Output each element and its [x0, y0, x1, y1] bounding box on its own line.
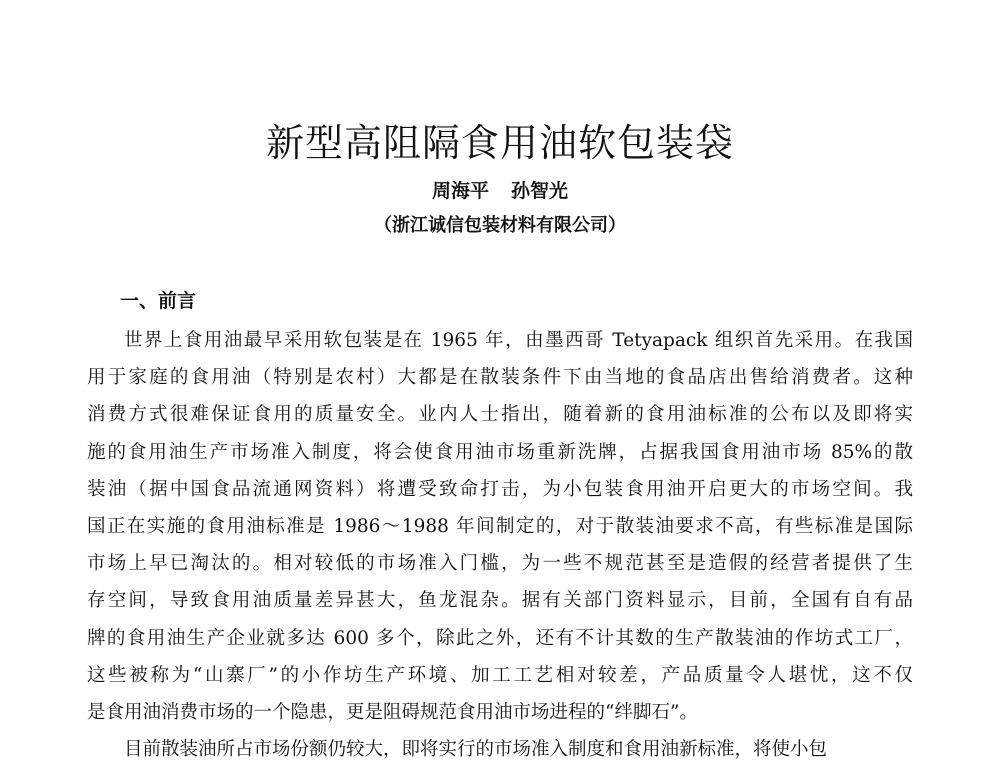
paragraph-line: 牌的食用油生产企业就多达 600 多个，除此之外，还有不计其数的生产散装油的作坊式工厂，: [87, 627, 913, 649]
author-name: 孙智光: [511, 180, 569, 202]
paragraph-line: 这些被称为“山寨厂”的小作坊生产环境、加工工艺相对较差，产品质量令人堪忧，这不仅: [87, 664, 913, 686]
paragraph-line: 存空间，导致食用油质量差异甚大，鱼龙混杂。据有关部门资料显示，目前，全国有自有品: [87, 590, 913, 612]
paragraph-line: 目前散装油所占市场份额仍较大，即将实行的市场准入制度和食用油新标准，将使小包: [124, 739, 828, 760]
paragraph-2: [87, 731, 913, 768]
paragraph-line: 消费方式很难保证食用的质量安全。业内人士指出，随着新的食用油标准的公布以及即将实: [87, 404, 913, 426]
paragraph-line: 国正在实施的食用油标准是 1986～1988 年间制定的，对于散装油要求不高，有些标准是国际: [87, 515, 913, 537]
author-name: 周海平: [431, 180, 489, 202]
section-heading-introduction: 一、前言: [120, 290, 197, 312]
paragraph-line: 市场上早已淘汰的。相对较低的市场准入门槛，为一些不规范甚至是造假的经营者提供了生: [87, 553, 913, 575]
article-title: 新型高阻隔食用油软包装袋: [265, 121, 734, 165]
paragraph-line: 是食用油消费市场的一个隐患，更是阻碍规范食用油市场进程的“绊脚石”。: [87, 701, 698, 723]
paragraph-line: 世界上食用油最早采用软包装是在 1965 年，由墨西哥 Tetyapack 组织首先采用。在我国: [124, 330, 913, 351]
author-affiliation: （浙江诚信包装材料有限公司）: [374, 215, 626, 236]
author-list: [0, 178, 1000, 204]
paragraph-1: [87, 322, 913, 731]
paragraph-line: 施的食用油生产市场准入制度，将会使食用油市场重新洗牌，占据我国食用油市场 85%的散: [87, 441, 913, 463]
paragraph-line: 装油（据中国食品流通网资料）将遭受致命打击，为小包装食用油开启更大的市场空间。我: [87, 478, 913, 500]
paragraph-line: 用于家庭的食用油（特别是农村）大都是在散装条件下由当地的食品店出售给消费者。这种: [87, 367, 913, 389]
